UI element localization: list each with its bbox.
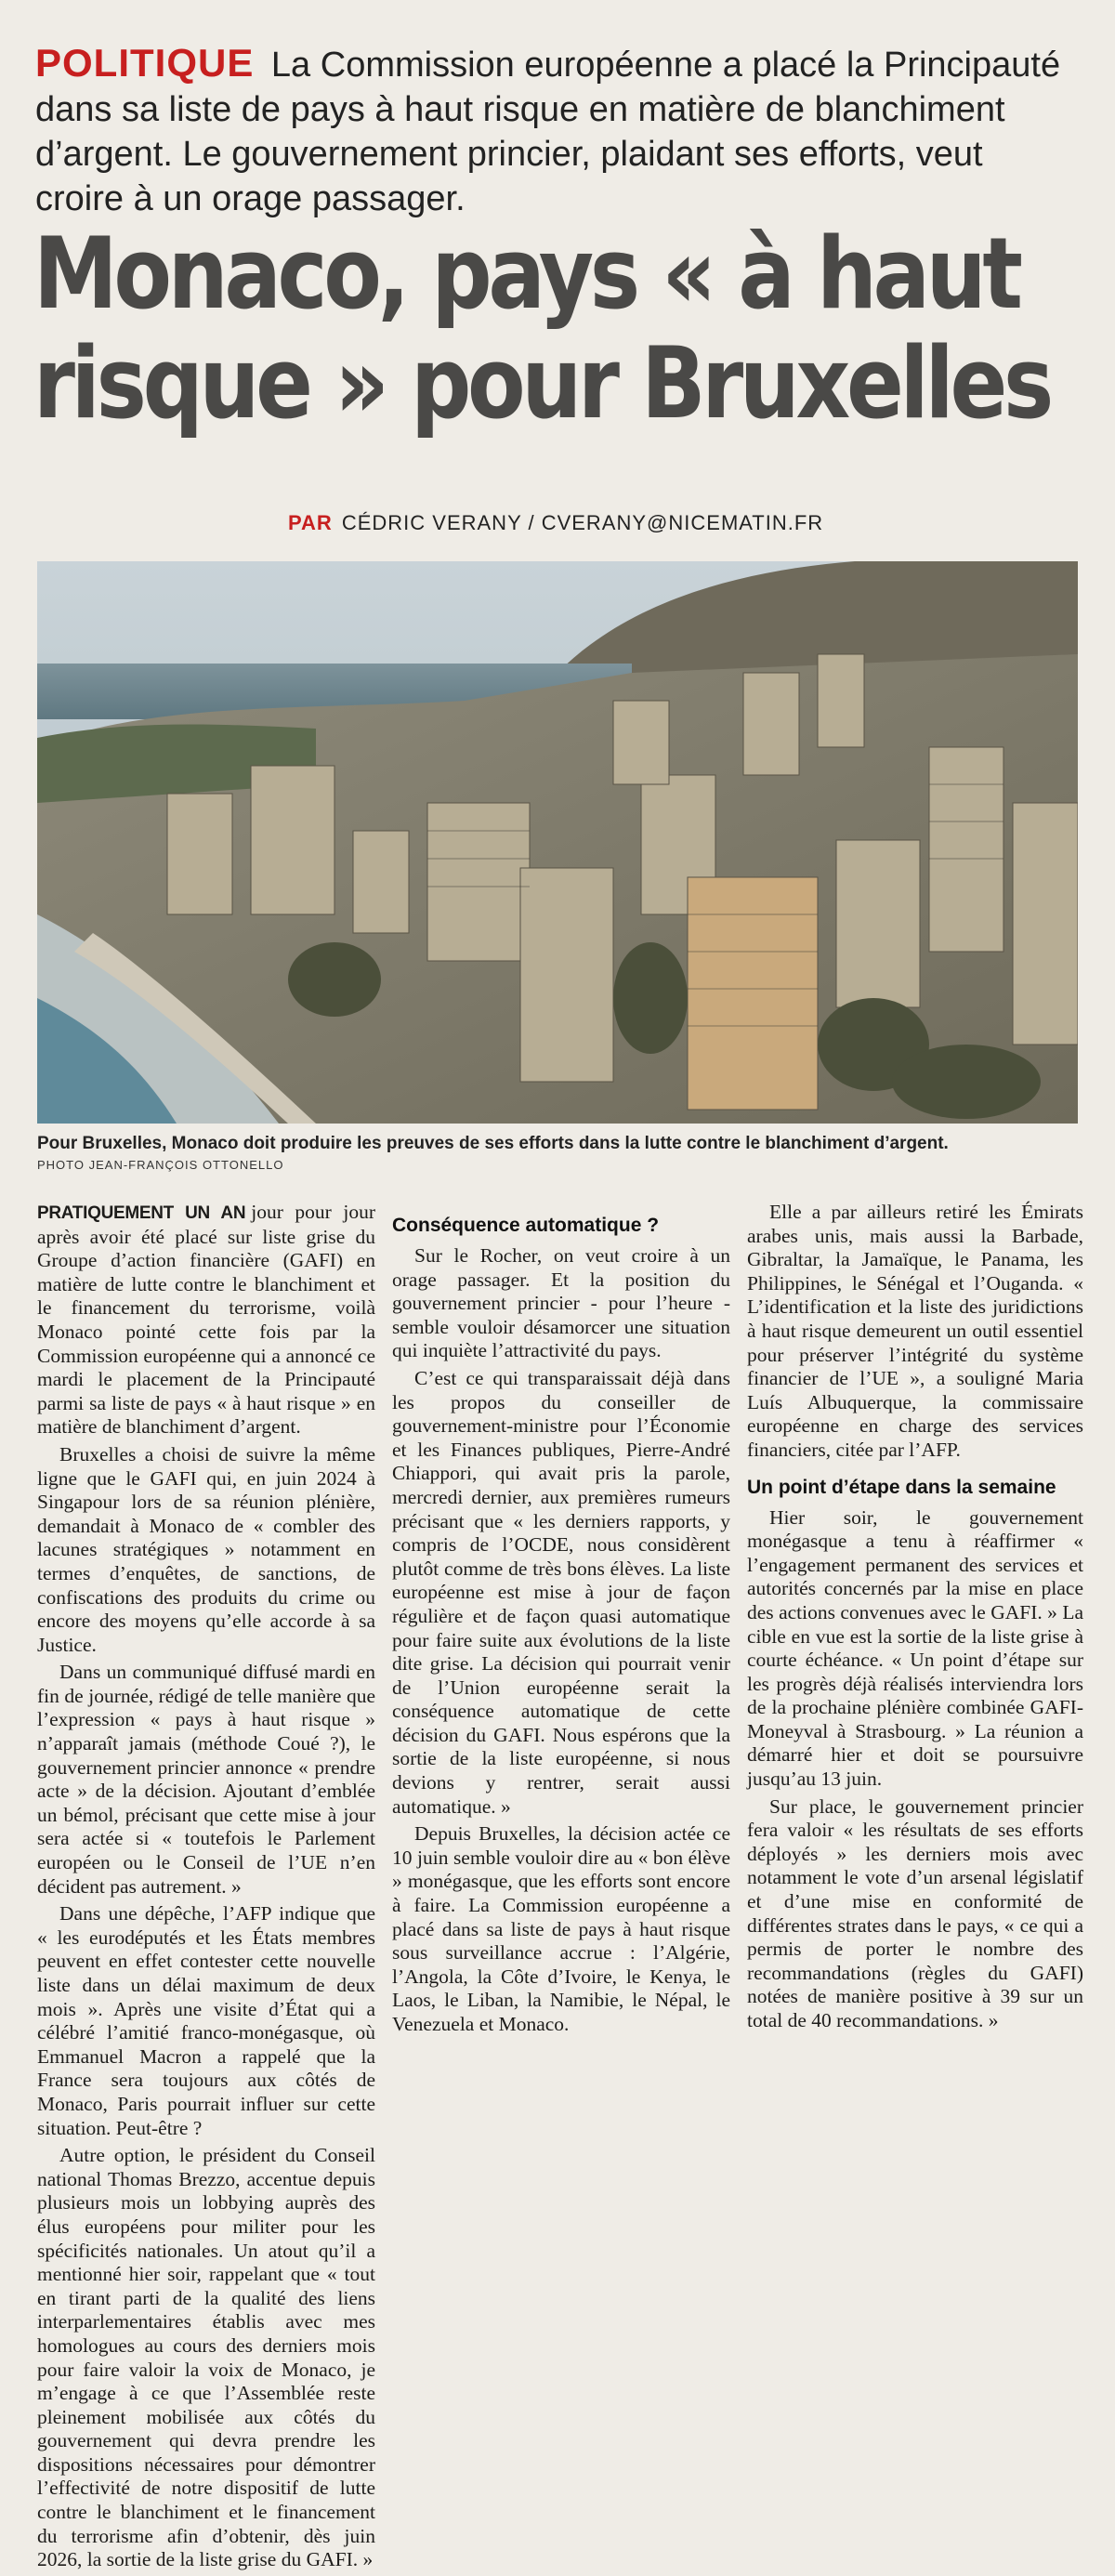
paragraph: Autre option, le président du Conseil national Thomas Brezzo, accentue depuis plusieurs mois un lobbying auprès des élus européens pour militer pour les spécificités nationales. Un atout qu’il a mentionné hier soir, rappelant que « tout en tirant parti de la qualité des liens interparlementaires établis avec mes homologues au cours des derniers mois pour faire valoir la voix de Monaco, je m’engage à ce que l’Assemblée reste pleinement mobilisée aux côtés du gouvernement qui devra prendre les dispositions nécessaires pour démontrer l’effectivité de notre dispositif de lutte contre le blanchiment et le financement du terrorisme afin d’obtenir, dès juin 2026, la sortie de la liste grise du GAFI. » (37, 2144, 375, 2571)
photo-credit: PHOTO JEAN-FRANÇOIS OTTONELLO (37, 1158, 284, 1172)
dek-text: La Commission européenne a placé la Principauté dans sa liste de pays à haut risque en matière de blanchiment d’argent. Le gouvernement princier, plaidant ses efforts, veut croire à un orage passager. (35, 46, 1061, 218)
headline-line-1: Monaco, pays « à haut (33, 217, 1019, 331)
paragraph: Depuis Bruxelles, la décision actée ce 10 juin semble vouloir dire au « bon élève » monégasque, que les efforts sont encore à faire. La Commission européenne a placé dans sa liste de pays à haut risque sous surveillance accrue : l’Algérie, l’Angola, la Côte d’Ivoire, le Kenya, le Laos, le Liban, la Namibie, le Népal, le Venezuela et Monaco. (392, 1822, 730, 2035)
subhead: Un point d’étape dans la semaine (747, 1476, 1056, 1498)
photo-caption: Pour Bruxelles, Monaco doit produire les preuves de ses efforts dans la lutte contre le blanchiment d’argent. (37, 1134, 949, 1153)
paragraph: Dans une dépêche, l’AFP indique que « les eurodéputés et les États membres peuvent en effet contester cette nouvelle liste dans un délai maximum de deux mois ». Après une visite d’État qui a célébré l’amitié franco-monégasque, où Emmanuel Macron a rappelé que la France sera toujours aux côtés de Monaco, Paris pourrait influer sur cette situation. Peut-être ? (37, 1902, 375, 2139)
headline-line-2: risque » pour Bruxelles (33, 326, 1050, 440)
paragraph: Sur le Rocher, on veut croire à un orage passager. Et la position du gouvernement princier - pour l’heure - semble vouloir désamorcer une situation qui inquiète l’attractivité du pays. (392, 1244, 730, 1362)
byline-par: PAR (288, 511, 333, 534)
monaco-cityscape-illustration (37, 561, 1078, 1124)
monaco-aerial-photo (37, 561, 1078, 1124)
lead-in: PRATIQUEMENT UN AN (37, 1203, 246, 1223)
paragraph: C’est ce qui transparaissait déjà dans les propos du conseiller de gouvernement-ministre pour l’Économie et les Finances publiques, Pierre-André Chiappori, qui avait pris la parole, mercredi dernier, aux premières rumeurs précisant que « les derniers rapports, y compris de l’OCDE, nous considèrent plutôt comme de très bons élèves. La liste européenne est mise à jour de façon régulière et de façon quasi automatique pour faire suite aux évolutions de la liste dite grise. La décision qui pourrait venir de l’Union européenne serait la conséquence automatique de cette décision du GAFI. Nous espérons que la sortie de la liste européenne, si nous devions y rentrer, serait aussi automatique. » (392, 1366, 730, 1818)
subhead: Conséquence automatique ? (392, 1215, 660, 1236)
paragraph: Bruxelles a choisi de suivre la même ligne que le GAFI qui, en juin 2024 à Singapour lors de sa réunion plénière, demandait à Monaco de « combler des lacunes stratégiques » notamment en termes d’enquêtes, de sanctions, de confiscations des produits du crime ou encore des moyens qu’elle accorde à sa Justice. (37, 1442, 375, 1656)
article-column-2 (392, 1201, 730, 2041)
section-kicker: POLITIQUE (35, 41, 255, 85)
paragraph: Dans un communiqué diffusé mardi en fin de journée, rédigé de telle manière que l’expression « pays à haut risque » n’apparaît jamais (méthode Coué ?), le gouvernement princier annonce « prendre acte » de la décision. Ajoutant d’emblée un bémol, précisant que cette mise à jour sera actée si « toutefois le Parlement européen ou le Conseil de l’UE n’en décident pas autrement. » (37, 1661, 375, 1898)
byline-author: CÉDRIC VERANY / CVERANY@NICEMATIN.FR (341, 511, 824, 534)
paragraph: Hier soir, le gouvernement monégasque a tenu à réaffirmer « l’engagement permanent des services et autorités concernés par la mise en place des actions convenues avec le GAFI. » La cible en vue est la sortie de la liste grise à courte échéance. « Un point d’étape sur les progrès déjà réalisés interviendra lors de la prochaine plénière combinée GAFI-Moneyval à Strasbourg. » La réunion a démarré hier et doit se poursuivre jusqu’au 13 juin. (747, 1505, 1083, 1791)
headline (33, 217, 1050, 440)
article-dek (35, 41, 1076, 221)
article-column-1 (37, 1201, 375, 2576)
byline (288, 511, 938, 535)
paragraph: PRATIQUEMENT UN AN jour pour jour après avoir été placé sur liste grise du Groupe d’action financière (GAFI) en matière de lutte contre le blanchiment et le financement du terrorisme, voilà Monaco pointé cette fois par la Commission européenne qui a annoncé ce mardi le placement de la Principauté parmi sa liste de pays « à haut risque » en matière de blanchiment d’argent. (37, 1201, 375, 1439)
paragraph: Elle a par ailleurs retiré les Émirats arabes unis, mais aussi la Barbade, Gibraltar, la Jamaïque, le Panama, les Philippines, le Sénégal et l’Ouganda. « L’identification et la liste des juridictions à haut risque demeurent un outil essentiel pour préserver l’intégrité du système financier de l’UE », a souligné Maria Luís Albuquerque, la commissaire européenne en charge des services financiers, citée par l’AFP. (747, 1201, 1083, 1461)
article-column-3 (747, 1201, 1083, 2037)
paragraph: Sur place, le gouvernement princier fera valoir « les résultats de ses efforts déployés » les derniers mois avec notamment le vote d’un arsenal législatif et d’une mise en conformité de différentes strates dans le pays, « ce qui a permis de porter le nombre des recommandations (règles du GAFI) notées de manière positive à 39 sur un total de 40 recommandations. » (747, 1794, 1083, 2031)
